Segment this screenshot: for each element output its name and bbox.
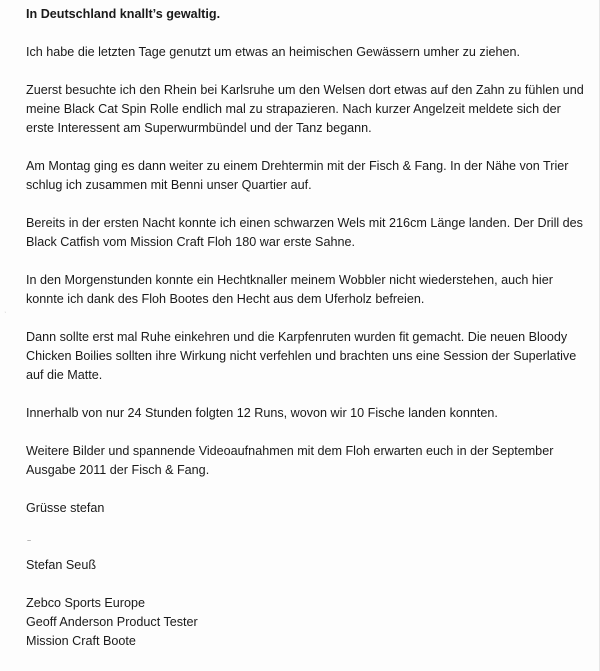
signer-name: Stefan Seuß [26,558,97,572]
affiliation-line: Geoff Anderson Product Tester [26,615,198,629]
affiliation-line: Zebco Sports Europe [26,596,146,610]
letter-body [26,5,586,651]
spacer [26,575,586,594]
signature-space [26,518,586,537]
letter-paragraph: Zuerst besuchte ich den Rhein bei Karlsruhe um den Welsen dort etwas auf den Zahn zu fühlen und meine Black Cat Spin Rolle endlich mal zu strapazieren. Nach kurzer Angelzeit meldete sich der erste Interessent am Superwurmbündel und der Tanz begann. [26,83,584,135]
scan-speck: ʾ [4,312,7,319]
affiliation-line: Mission Craft Boote [26,634,136,648]
letter-paragraph: Am Montag ging es dann weiter zu einem Drehtermin mit der Fisch & Fang. In der Nähe von Trier schlug ich zusammen mit Benni unser Quartier auf. [26,159,569,192]
letter-paragraph: Ich habe die letzten Tage genutzt um etwas an heimischen Gewässern umher zu ziehen. [26,45,521,59]
letter-paragraph: In den Morgenstunden konnte ein Hechtknaller meinem Wobbler nicht wiederstehen, auch hier konnte ich dank des Floh Bootes den Hecht aus dem Uferholz befreien. [26,273,553,306]
signature-mark: ~ [27,538,32,545]
affiliation-block [26,594,586,651]
letter-paragraph: Dann sollte erst mal Ruhe einkehren und die Karpfenruten wurden fit gemacht. Die neuen Bloody Chicken Boilies sollten ihre Wirkung nicht verfehlen und brachten uns eine Session der Superlative auf die Matte. [26,330,577,382]
greeting: Grüsse stefan [26,501,105,515]
letter-title: In Deutschland knallt’s gewaltig. [26,7,221,21]
letter-paragraph: Bereits in der ersten Nacht konnte ich einen schwarzen Wels mit 216cm Länge landen. Der Drill des Black Catfish vom Mission Craft Floh 180 war erste Sahne. [26,216,583,249]
letter-paragraph: Weitere Bilder und spannende Videoaufnahmen mit dem Floh erwarten euch in der September Ausgabe 2011 der Fisch & Fang. [26,444,554,477]
signature-space [26,537,586,556]
letter-paragraph: Innerhalb von nur 24 Stunden folgten 12 Runs, wovon wir 10 Fische landen konnten. [26,406,498,420]
